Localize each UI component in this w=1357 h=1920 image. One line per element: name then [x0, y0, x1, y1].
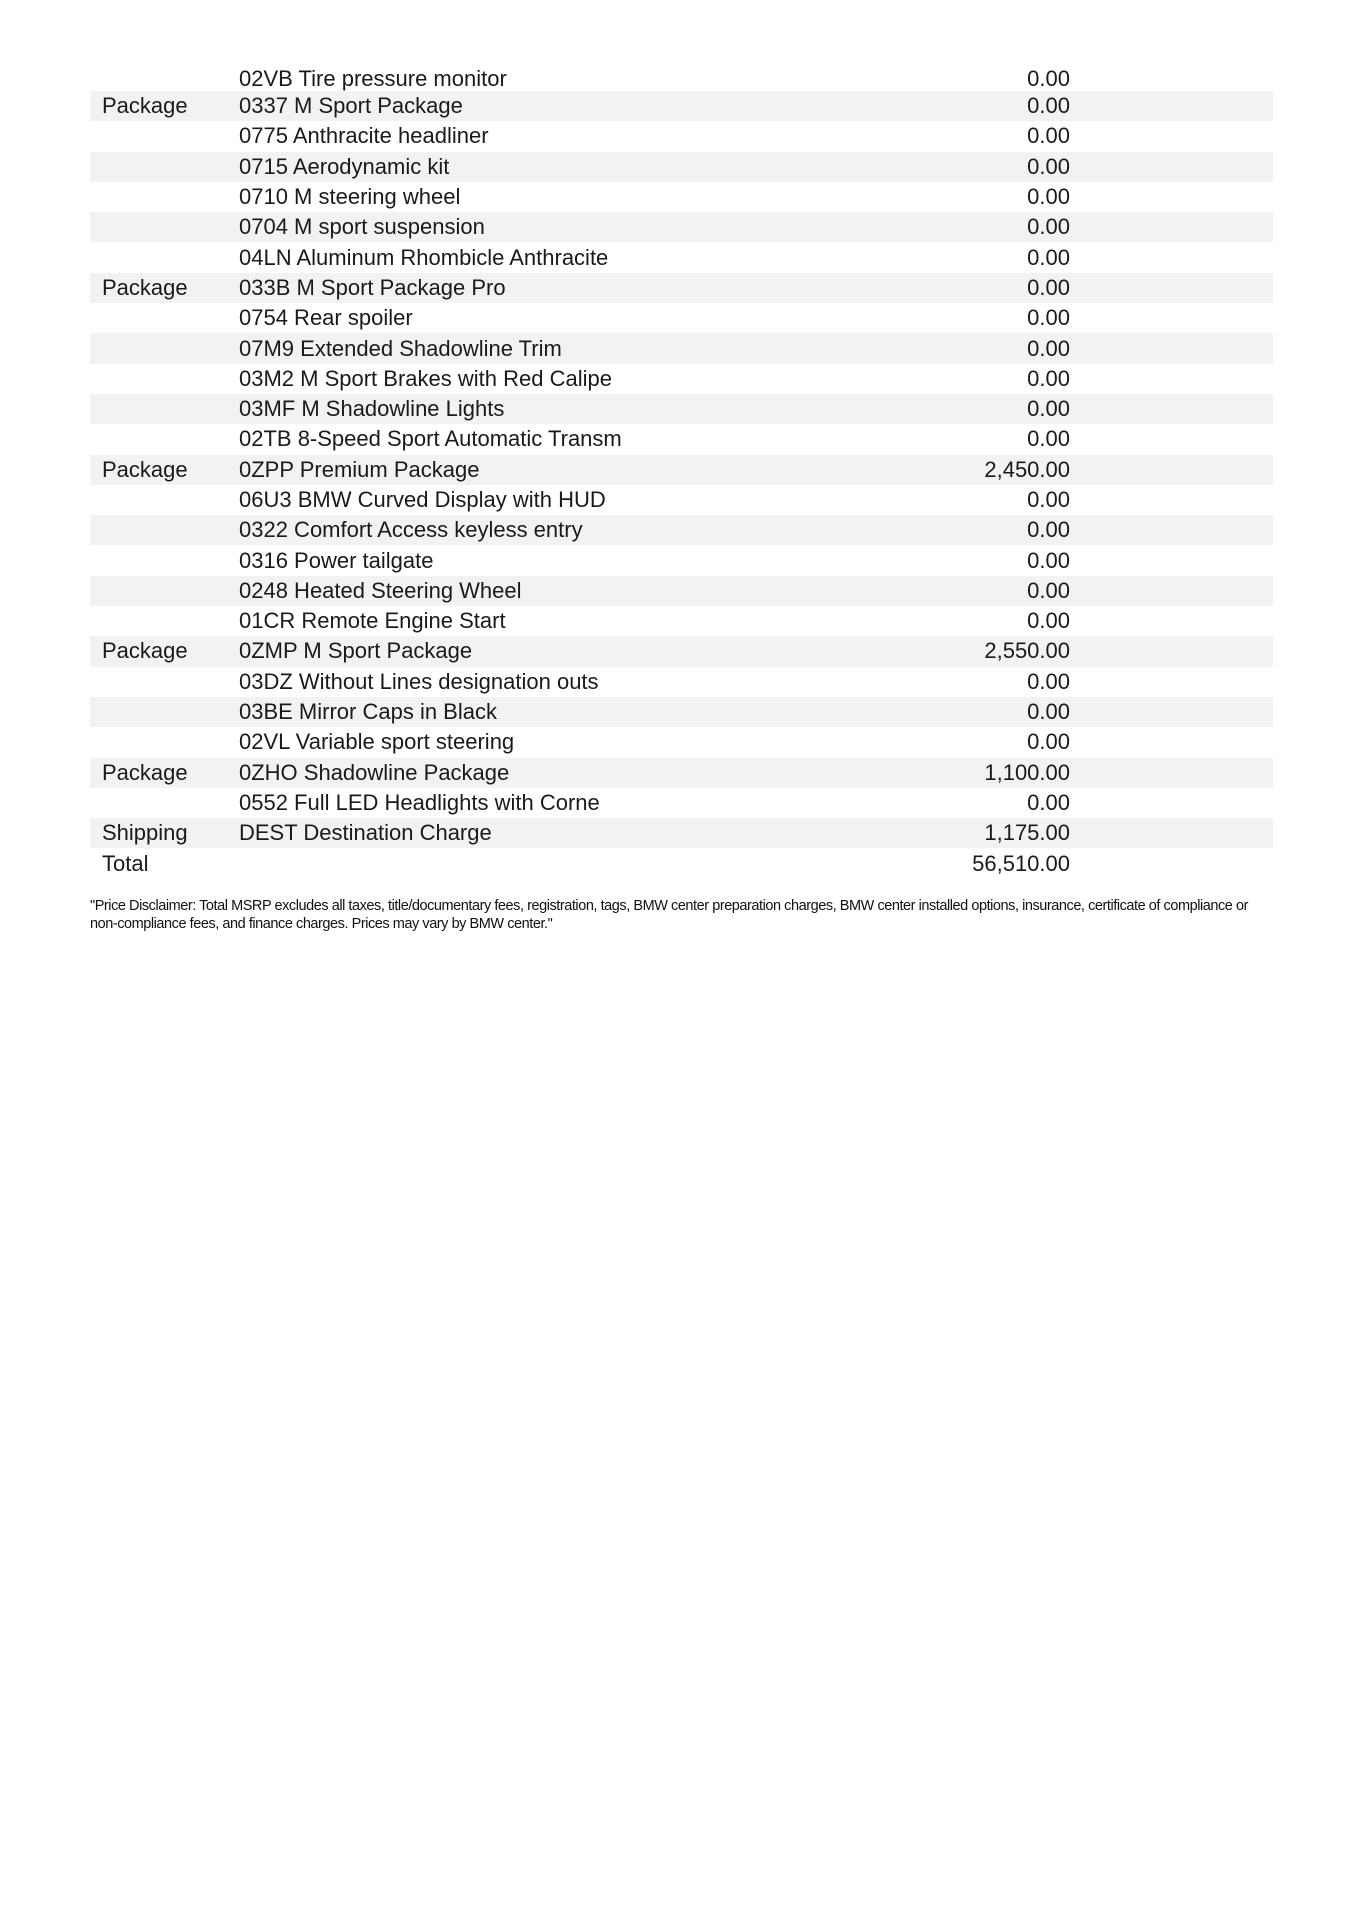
option-category: Package: [102, 274, 188, 300]
option-price: 0.00: [1027, 66, 1070, 91]
option-row: [90, 242, 1273, 272]
option-row: [90, 485, 1273, 515]
option-category: [102, 727, 222, 757]
option-row: [90, 606, 1273, 636]
price-disclaimer: "Price Disclaimer: Total MSRP excludes all taxes, title/documentary fees, registration, tags, BMW center preparation charges, BMW center installed options, insurance, certificate of compliance or non-compliance fees, and finance charges. Prices may vary by BMW center.": [90, 898, 1248, 932]
option-price: 0.00: [1027, 426, 1070, 452]
option-description: 033B M Sport Package Pro: [239, 274, 506, 300]
option-category: [102, 485, 222, 515]
option-row: [90, 182, 1273, 212]
option-price: 0.00: [1027, 699, 1070, 725]
option-category: [102, 242, 222, 272]
option-description: [239, 848, 839, 878]
option-row: [90, 515, 1273, 545]
option-row: [90, 788, 1273, 818]
option-row: [90, 636, 1273, 666]
option-price: 0.00: [1027, 517, 1070, 543]
option-row: [90, 333, 1273, 363]
option-category: [102, 576, 222, 606]
option-price: 0.00: [1027, 487, 1070, 512]
option-category: [102, 66, 222, 91]
option-description: 03M2 M Sport Brakes with Red Calipe: [239, 365, 612, 391]
option-description: 0ZMP M Sport Package: [239, 638, 473, 664]
option-category: [102, 152, 222, 182]
option-row: [90, 758, 1273, 788]
option-category: [102, 182, 222, 212]
option-category: [102, 333, 222, 363]
option-price: 0.00: [1027, 214, 1070, 240]
option-category: Package: [102, 456, 188, 482]
option-price: 0.00: [1027, 274, 1070, 300]
option-price: 1,175.00: [984, 820, 1070, 846]
option-category: [102, 394, 222, 424]
option-price: 0.00: [1027, 396, 1070, 422]
option-description: 03BE Mirror Caps in Black: [239, 699, 497, 725]
option-category: [102, 303, 222, 333]
option-category: [102, 515, 222, 545]
option-description: 02VL Variable sport steering: [239, 729, 515, 755]
option-description: 0316 Power tailgate: [239, 547, 434, 573]
option-price: 0.00: [1027, 184, 1070, 210]
option-price: 0.00: [1027, 789, 1070, 815]
option-price: 0.00: [1027, 153, 1070, 179]
option-description: 06U3 BMW Curved Display with HUD: [239, 487, 606, 512]
option-description: 01CR Remote Engine Start: [239, 608, 506, 634]
option-category: [102, 667, 222, 697]
option-row: [90, 303, 1273, 333]
option-price: 0.00: [1027, 608, 1070, 634]
option-category: [102, 545, 222, 575]
option-row: [90, 697, 1273, 727]
option-description: 0322 Comfort Access keyless entry: [239, 517, 583, 543]
option-description: 0337 M Sport Package: [239, 93, 463, 119]
total-row: [90, 848, 1273, 878]
option-description: 0552 Full LED Headlights with Corne: [239, 789, 600, 815]
option-row: [90, 212, 1273, 242]
option-category: Package: [102, 759, 188, 785]
option-row: [90, 667, 1273, 697]
option-row: [90, 394, 1273, 424]
option-price: 0.00: [1027, 305, 1070, 331]
option-category: Shipping: [102, 820, 188, 846]
option-description: 07M9 Extended Shadowline Trim: [239, 335, 562, 361]
option-description: 0248 Heated Steering Wheel: [239, 577, 522, 603]
shipping-row: [90, 818, 1273, 848]
option-description: DEST Destination Charge: [239, 820, 492, 846]
option-category: Package: [102, 638, 188, 664]
option-description: 03MF M Shadowline Lights: [239, 396, 505, 422]
option-price: 0.00: [1027, 123, 1070, 149]
option-category: [102, 788, 222, 818]
option-category: [102, 424, 222, 454]
option-row: [90, 455, 1273, 485]
option-category: Package: [102, 93, 188, 119]
option-description: 02VB Tire pressure monitor: [239, 66, 507, 91]
option-description: 0754 Rear spoiler: [239, 305, 413, 331]
total-price: 56,510.00: [972, 850, 1070, 876]
option-description: 0715 Aerodynamic kit: [239, 153, 450, 179]
option-category: [102, 606, 222, 636]
option-price: 0.00: [1027, 244, 1070, 270]
option-description: 03DZ Without Lines designation outs: [239, 668, 599, 694]
option-row-first: [90, 66, 1273, 91]
option-price: 0.00: [1027, 729, 1070, 755]
option-description: 0704 M sport suspension: [239, 214, 485, 240]
option-description: 04LN Aluminum Rhombicle Anthracite: [239, 244, 609, 270]
option-row: [90, 273, 1273, 303]
option-row: [90, 727, 1273, 757]
option-row: [90, 91, 1273, 121]
option-row: [90, 364, 1273, 394]
option-category: [102, 697, 222, 727]
option-price: 0.00: [1027, 93, 1070, 119]
option-price: 0.00: [1027, 365, 1070, 391]
option-price: 1,100.00: [984, 759, 1070, 785]
option-price: 0.00: [1027, 668, 1070, 694]
total-label: Total: [102, 850, 149, 876]
option-description: 0ZPP Premium Package: [239, 456, 480, 482]
option-description: 0ZHO Shadowline Package: [239, 759, 510, 785]
option-row: [90, 121, 1273, 151]
option-description: 02TB 8-Speed Sport Automatic Transm: [239, 426, 622, 452]
options-table: [90, 91, 1273, 879]
option-price: 0.00: [1027, 577, 1070, 603]
option-price: 2,450.00: [984, 456, 1070, 482]
option-category: [102, 121, 222, 151]
option-price: 2,550.00: [984, 638, 1070, 664]
option-row: [90, 424, 1273, 454]
option-category: [102, 364, 222, 394]
option-price: 0.00: [1027, 335, 1070, 361]
option-description: 0775 Anthracite headliner: [239, 123, 489, 149]
option-description: 0710 M steering wheel: [239, 184, 461, 210]
option-price: 0.00: [1027, 547, 1070, 573]
option-row: [90, 152, 1273, 182]
option-row: [90, 576, 1273, 606]
option-row: [90, 545, 1273, 575]
option-category: [102, 212, 222, 242]
